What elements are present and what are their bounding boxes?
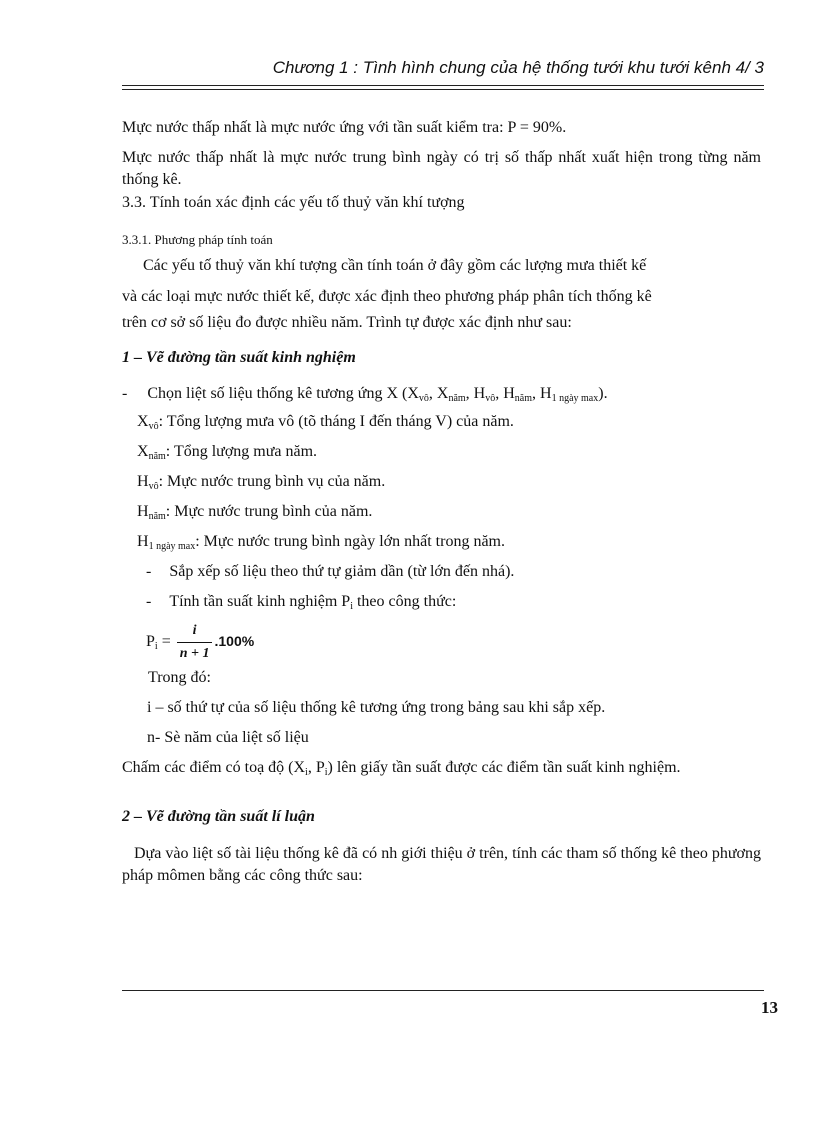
paragraph-plot-points: Chấm các điểm có toạ độ ($X_i$, $P_i$) lên giấy tần suất được các điểm tần suất kinh nghiệm. xyxy=(122,759,681,778)
bullet-dash: - xyxy=(122,385,128,402)
footer-rule xyxy=(122,990,764,991)
formula-fraction: $\frac{i}{n + 1}$ xyxy=(177,620,213,665)
definition-h-nam: $H_{năm}$: Mực nước trung bình của năm. xyxy=(137,503,373,522)
paragraph-intro-line2: và các loại mực nước thiết kế, được xác định theo phương pháp phân tích thống kê xyxy=(122,288,652,305)
where-i-definition: i – số thứ tự của số liệu thống kê tương ứng trong bảng sau khi sắp xếp. xyxy=(147,699,606,716)
page-number: 13 xyxy=(761,998,778,1017)
paragraph-lowest-level-freq: Mực nước thấp nhất là mực nước ứng với tần suất kiểm tra: P = 90%. xyxy=(122,119,567,136)
definition-h-1ngaymax: $H_{1 ngày max}$: Mực nước trung bình ngày lớn nhất trong năm. xyxy=(137,533,505,552)
chapter-header: Chương 1 : Tình hình chung của hệ thống tưới khu tưới kênh 4/ 3 xyxy=(272,58,764,77)
paragraph-intro-line3: trên cơ sở số liệu đo được nhiều năm. Trình tự được xác định như sau: xyxy=(122,314,572,331)
where-n-definition: n- Sè năm của liệt số liệu xyxy=(147,729,309,746)
definition-h-vo: $H_{vô}$: Mực nước trung bình vụ của năm. xyxy=(137,473,386,492)
definition-x-vo: $X_{vô}$: Tổng lượng mưa vô (tõ tháng I đến tháng V) của năm. xyxy=(137,413,514,432)
definition-x-nam: $X_{năm}$: Tổng lượng mưa năm. xyxy=(137,443,318,462)
where-label: Trong đó: xyxy=(148,669,211,686)
frequency-formula: $P_i$ = $\frac{i}{n + 1}$ .100% xyxy=(146,620,254,665)
heading-empirical-frequency: 1 – Vẽ đường tần suất kinh nghiệm xyxy=(122,349,356,366)
paragraph-lowest-level-def: Mực nước thấp nhất là mực nước trung bình ngày có trị số thấp nhất xuất hiện trong từng năm thống kê. xyxy=(122,149,761,188)
subsection-heading-3-3-1: 3.3.1. Phương pháp tính toán xyxy=(122,232,273,247)
bullet-choose-series: - Chọn liệt số liệu thống kê tương ứng X ($X_{vô}$, $X_{năm}$, $H_{vô}$, $H_{năm}$, $H_{1 ngày max}$). xyxy=(122,385,608,404)
section-heading-3-3: 3.3. Tính toán xác định các yếu tố thuỷ văn khí tượng xyxy=(122,194,465,211)
paragraph-moment-method: Dựa vào liệt số tài liệu thống kê đã có nh giới thiệu ở trên, tính các tham số thống kê theo phương pháp mômen bằng các công thức sau: xyxy=(122,845,761,884)
paragraph-intro-line1: Các yếu tố thuỷ văn khí tượng cần tính toán ở đây gồm các lượng mưa thiết kế xyxy=(143,257,647,274)
step-compute-frequency: - Tính tần suất kinh nghiệm $P_i$ theo công thức: xyxy=(146,593,457,612)
heading-theoretical-frequency: 2 – Vẽ đường tần suất lí luận xyxy=(122,808,315,825)
header-rule-bottom xyxy=(122,89,764,90)
header-rule-top xyxy=(122,85,764,86)
step-sort-data: - Sắp xếp số liệu theo thứ tự giảm dần (từ lớn đến nhá). xyxy=(146,563,515,580)
